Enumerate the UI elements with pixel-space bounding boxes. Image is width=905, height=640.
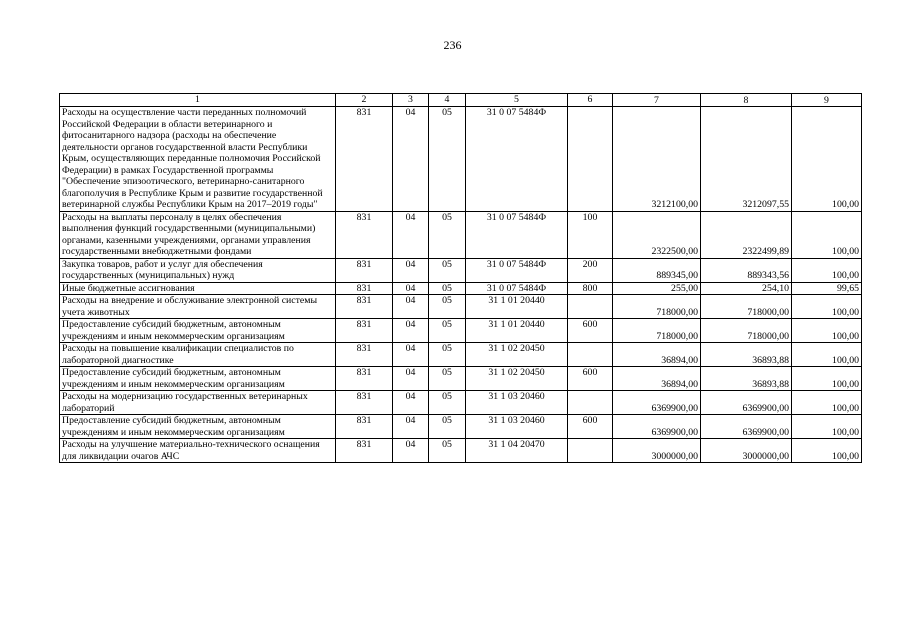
expense-type-cell: 100 bbox=[568, 211, 613, 258]
planned-amount-cell: 3212100,00 bbox=[613, 107, 701, 212]
executed-amount-cell: 6369900,00 bbox=[701, 391, 792, 415]
planned-amount-cell: 6369900,00 bbox=[613, 391, 701, 415]
table-header-row bbox=[60, 94, 862, 107]
percent-executed-cell: 100,00 bbox=[792, 439, 862, 463]
expense-name-cell: Расходы на осуществление части переданных полномочий Российской Федерации в области ветеринарного и фитосанитарного надзора (расходы на обеспечение деятельности органов государственной власти Республики Крым, осуществляющих переданные полномочия Российской Федерации) в рамках Государственной программы "Обеспечение эпизоотического, ветеринарно-санитарного благополучия в Республике Крым и развитие государственной ветеринарной службы Республики Крым на 2017–2019 годы" bbox=[60, 107, 336, 212]
subsection-code-cell: 05 bbox=[429, 295, 466, 319]
expense-type-cell bbox=[568, 295, 613, 319]
section-code-cell: 04 bbox=[393, 343, 429, 367]
expense-type-cell bbox=[568, 391, 613, 415]
column-header: 5 bbox=[466, 94, 568, 107]
column-header: 4 bbox=[429, 94, 466, 107]
planned-amount-cell: 718000,00 bbox=[613, 319, 701, 343]
ministry-code-cell: 831 bbox=[336, 107, 393, 212]
percent-executed-cell: 100,00 bbox=[792, 367, 862, 391]
subsection-code-cell: 05 bbox=[429, 391, 466, 415]
expense-name-cell: Расходы на повышение квалификации специалистов по лабораторной диагностике bbox=[60, 343, 336, 367]
executed-amount-cell: 3000000,00 bbox=[701, 439, 792, 463]
expense-name-cell: Расходы на выплаты персоналу в целях обеспечения выполнения функций государственными (муниципальными) органами, казенными учреждениями, органами управления государственными внебюджетными фондами bbox=[60, 211, 336, 258]
expense-name-cell: Расходы на модернизацию государственных ветеринарных лабораторий bbox=[60, 391, 336, 415]
target-article-cell: 31 1 03 20460 bbox=[466, 391, 568, 415]
target-article-cell: 31 1 02 20450 bbox=[466, 367, 568, 391]
section-code-cell: 04 bbox=[393, 211, 429, 258]
subsection-code-cell: 05 bbox=[429, 211, 466, 258]
ministry-code-cell: 831 bbox=[336, 343, 393, 367]
planned-amount-cell: 2322500,00 bbox=[613, 211, 701, 258]
ministry-code-cell: 831 bbox=[336, 319, 393, 343]
expense-type-cell bbox=[568, 107, 613, 212]
planned-amount-cell: 3000000,00 bbox=[613, 439, 701, 463]
percent-executed-cell: 100,00 bbox=[792, 391, 862, 415]
target-article-cell: 31 0 07 5484Ф bbox=[466, 211, 568, 258]
ministry-code-cell: 831 bbox=[336, 439, 393, 463]
subsection-code-cell: 05 bbox=[429, 107, 466, 212]
subsection-code-cell: 05 bbox=[429, 439, 466, 463]
column-header: 6 bbox=[568, 94, 613, 107]
expense-type-cell: 800 bbox=[568, 282, 613, 295]
planned-amount-cell: 6369900,00 bbox=[613, 415, 701, 439]
section-code-cell: 04 bbox=[393, 367, 429, 391]
percent-executed-cell: 100,00 bbox=[792, 319, 862, 343]
table-row bbox=[60, 367, 862, 391]
expense-type-cell: 200 bbox=[568, 258, 613, 282]
target-article-cell: 31 0 07 5484Ф bbox=[466, 258, 568, 282]
column-header: 1 bbox=[60, 94, 336, 107]
budget-table bbox=[59, 93, 862, 463]
section-code-cell: 04 bbox=[393, 415, 429, 439]
planned-amount-cell: 36894,00 bbox=[613, 343, 701, 367]
expense-type-cell: 600 bbox=[568, 319, 613, 343]
planned-amount-cell: 36894,00 bbox=[613, 367, 701, 391]
expense-type-cell bbox=[568, 439, 613, 463]
ministry-code-cell: 831 bbox=[336, 367, 393, 391]
executed-amount-cell: 718000,00 bbox=[701, 295, 792, 319]
expense-name-cell: Предоставление субсидий бюджетным, автономным учреждениям и иным некоммерческим организациям bbox=[60, 415, 336, 439]
expense-name-cell: Предоставление субсидий бюджетным, автономным учреждениям и иным некоммерческим организациям bbox=[60, 319, 336, 343]
table-row bbox=[60, 107, 862, 212]
target-article-cell: 31 0 07 5484Ф bbox=[466, 107, 568, 212]
ministry-code-cell: 831 bbox=[336, 282, 393, 295]
target-article-cell: 31 0 07 5484Ф bbox=[466, 282, 568, 295]
executed-amount-cell: 254,10 bbox=[701, 282, 792, 295]
ministry-code-cell: 831 bbox=[336, 391, 393, 415]
ministry-code-cell: 831 bbox=[336, 415, 393, 439]
table-row bbox=[60, 391, 862, 415]
column-header: 9 bbox=[792, 94, 862, 107]
table-row bbox=[60, 282, 862, 295]
subsection-code-cell: 05 bbox=[429, 319, 466, 343]
executed-amount-cell: 889343,56 bbox=[701, 258, 792, 282]
page-number: 236 bbox=[443, 38, 462, 52]
target-article-cell: 31 1 03 20460 bbox=[466, 415, 568, 439]
subsection-code-cell: 05 bbox=[429, 367, 466, 391]
expense-name-cell: Расходы на внедрение и обслуживание электронной системы учета животных bbox=[60, 295, 336, 319]
ministry-code-cell: 831 bbox=[336, 295, 393, 319]
executed-amount-cell: 2322499,89 bbox=[701, 211, 792, 258]
expense-name-cell: Предоставление субсидий бюджетным, автономным учреждениям и иным некоммерческим организациям bbox=[60, 367, 336, 391]
table-row bbox=[60, 439, 862, 463]
table-row bbox=[60, 319, 862, 343]
expense-name-cell: Закупка товаров, работ и услуг для обеспечения государственных (муниципальных) нужд bbox=[60, 258, 336, 282]
executed-amount-cell: 6369900,00 bbox=[701, 415, 792, 439]
planned-amount-cell: 889345,00 bbox=[613, 258, 701, 282]
section-code-cell: 04 bbox=[393, 282, 429, 295]
percent-executed-cell: 100,00 bbox=[792, 258, 862, 282]
table-row bbox=[60, 343, 862, 367]
expense-type-cell: 600 bbox=[568, 367, 613, 391]
section-code-cell: 04 bbox=[393, 295, 429, 319]
percent-executed-cell: 100,00 bbox=[792, 211, 862, 258]
subsection-code-cell: 05 bbox=[429, 343, 466, 367]
table-row bbox=[60, 211, 862, 258]
target-article-cell: 31 1 01 20440 bbox=[466, 319, 568, 343]
percent-executed-cell: 100,00 bbox=[792, 343, 862, 367]
section-code-cell: 04 bbox=[393, 107, 429, 212]
percent-executed-cell: 100,00 bbox=[792, 415, 862, 439]
column-header: 2 bbox=[336, 94, 393, 107]
planned-amount-cell: 255,00 bbox=[613, 282, 701, 295]
expense-name-cell: Расходы на улучшение материально-технического оснащения для ликвидации очагов АЧС bbox=[60, 439, 336, 463]
executed-amount-cell: 36893,88 bbox=[701, 367, 792, 391]
percent-executed-cell: 99,65 bbox=[792, 282, 862, 295]
table-row bbox=[60, 415, 862, 439]
section-code-cell: 04 bbox=[393, 258, 429, 282]
ministry-code-cell: 831 bbox=[336, 258, 393, 282]
column-header: 8 bbox=[701, 94, 792, 107]
expense-type-cell bbox=[568, 343, 613, 367]
section-code-cell: 04 bbox=[393, 391, 429, 415]
section-code-cell: 04 bbox=[393, 439, 429, 463]
percent-executed-cell: 100,00 bbox=[792, 295, 862, 319]
subsection-code-cell: 05 bbox=[429, 258, 466, 282]
section-code-cell: 04 bbox=[393, 319, 429, 343]
table-row bbox=[60, 295, 862, 319]
executed-amount-cell: 3212097,55 bbox=[701, 107, 792, 212]
target-article-cell: 31 1 02 20450 bbox=[466, 343, 568, 367]
subsection-code-cell: 05 bbox=[429, 282, 466, 295]
target-article-cell: 31 1 04 20470 bbox=[466, 439, 568, 463]
target-article-cell: 31 1 01 20440 bbox=[466, 295, 568, 319]
planned-amount-cell: 718000,00 bbox=[613, 295, 701, 319]
expense-name-cell: Иные бюджетные ассигнования bbox=[60, 282, 336, 295]
column-header: 3 bbox=[393, 94, 429, 107]
percent-executed-cell: 100,00 bbox=[792, 107, 862, 212]
executed-amount-cell: 718000,00 bbox=[701, 319, 792, 343]
table-row bbox=[60, 258, 862, 282]
executed-amount-cell: 36893,88 bbox=[701, 343, 792, 367]
ministry-code-cell: 831 bbox=[336, 211, 393, 258]
expense-type-cell: 600 bbox=[568, 415, 613, 439]
subsection-code-cell: 05 bbox=[429, 415, 466, 439]
column-header: 7 bbox=[613, 94, 701, 107]
